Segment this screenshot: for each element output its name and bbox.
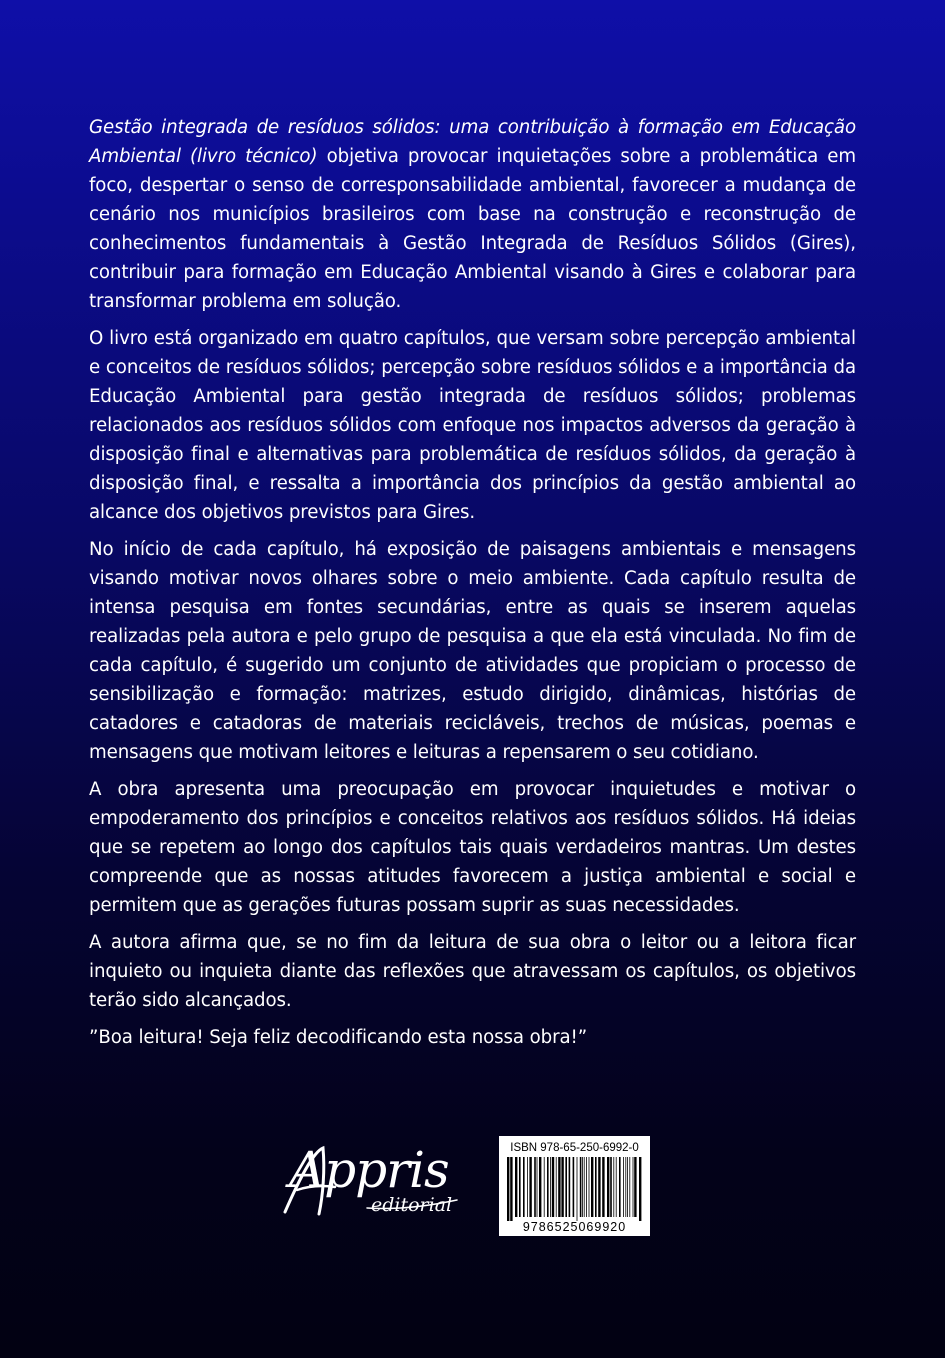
barcode-bar [629,1157,630,1217]
barcode-bar [510,1157,512,1221]
barcode-bar [507,1157,509,1221]
barcode-bar [625,1157,626,1217]
barcode-bar [565,1157,567,1217]
closing-quote: ”Boa leitura! Seja feliz decodificando esta nossa obra!” [89,1027,588,1048]
barcode-bar [584,1157,585,1217]
barcode-bar [634,1157,636,1217]
synopsis-paragraph-5: A autora afirma que, se no fim da leitura de sua obra o leitor ou a leitora ficar inquieto ou inquieta diante das reflexões que atravessam os capítulos, os objetivos terão sido alcançados. [89,932,856,1011]
synopsis-paragraph-4: A obra apresenta uma preocupação em provocar inquietudes e motivar o empoderamento dos princípios e conceitos relativos aos resíduos sólidos. Há ideias que se repetem ao longo dos capítulos tais quais verdadeiros mantras. Um destes compreende que as nossas atitudes favorecem a justiça ambiental e social e permitem que as gerações futuras possam suprir as suas necessidades. [89,779,856,916]
barcode-bar [602,1157,604,1217]
barcode-bar [523,1157,525,1217]
barcode-bar [582,1157,583,1217]
synopsis-paragraph-3: No início de cada capítulo, há exposição de paisagens ambientais e mensagens visando motivar novos olhares sobre o meio ambiente. Cada capítulo resulta de intensa pesquisa em fontes secundárias, entre as quais se inserem aquelas realizadas pela autora e pelo grupo de pesquisa a que ela está vinculada. No fim de cada capítulo, é sugerido um conjunto de atividades que propiciam o processo de sensibilização e formação: matrizes, estudo dirigido, dinâmicas, histórias de catadores e catadoras de materiais recicláveis, trechos de músicas, poemas e mensagens que motivam leitores e leituras a repensarem o seu cotidiano. [89,539,856,763]
barcode-bar [598,1157,600,1217]
barcode-bar [639,1157,641,1221]
barcode-bar [573,1157,575,1217]
barcode-bar [534,1157,536,1217]
book-title: Gestão integrada de resíduos sólidos: uma contribuição à formação em Educação Ambiental (livro técnico) [89,117,856,167]
barcode-bar [616,1157,617,1217]
barcode-bar [556,1157,557,1217]
barcode-bar [610,1157,612,1217]
barcode-bar [569,1157,571,1217]
barcode-bar [539,1157,541,1217]
barcode-bar [613,1157,614,1217]
barcode-bar [550,1157,551,1217]
isbn-barcode-box [499,1136,650,1236]
barcode-bar [558,1157,560,1217]
barcode-bar [544,1157,545,1217]
barcode-bar [586,1157,587,1217]
barcode-bar [595,1157,597,1217]
barcode-bar [591,1157,593,1217]
barcode-bar [633,1157,634,1217]
logo-wordmark: Appris [289,1141,449,1199]
barcode-bar [623,1157,624,1217]
synopsis-paragraph-1-rest: objetiva provocar inquietações sobre a problemática em foco, despertar o senso de corresponsabilidade ambiental, favorecer a mudança de cenário nos municípios brasileiros com base na construção e reconstrução de conhecimentos fundamentais à Gestão Integrada de Resíduos Sólidos (Gires), contribuir para formação em Educação Ambiental visando à Gires e colaborar para transformar problema em solução. [89,146,857,312]
synopsis-paragraph-2: O livro está organizado em quatro capítulos, que versam sobre percepção ambiental e conceitos de resíduos sólidos; percepção sobre resíduos sólidos e a importância da Educação Ambiental para gestão integrada de resíduos sólidos; problemas relacionados aos resíduos sólidos com enfoque nos impactos adversos da geração à disposição final e alternativas para problemática de resíduos sólidos, da geração à disposição final, e ressalta a importância dos princípios da gestão ambiental ao alcance dos objetivos previstos para Gires. [89,328,856,523]
isbn-digits: 9786525069920 [522,1220,627,1234]
barcode-bar [537,1157,538,1217]
synopsis-paragraph-1 [89,113,856,316]
barcode-bar [529,1157,531,1217]
barcode-bar [627,1157,628,1217]
barcode-bar [589,1157,590,1217]
back-cover-text [89,113,856,1060]
barcode-bar [527,1157,528,1217]
barcode-bar [547,1157,549,1217]
barcode-bar [561,1157,563,1217]
logo-subtitle: editorial [371,1194,453,1216]
barcode-bar [515,1157,517,1217]
barcode-bar [552,1157,554,1217]
appris-editorial-logo [279,1140,464,1230]
isbn-label: ISBN 978-65-250-6992-0 [510,1142,639,1154]
barcode-bar [607,1157,609,1217]
barcode-bar [580,1157,582,1217]
barcode-bar [619,1157,621,1217]
barcode-bar [577,1157,578,1221]
barcode-icon [507,1157,643,1221]
barcode-bar [519,1157,521,1217]
